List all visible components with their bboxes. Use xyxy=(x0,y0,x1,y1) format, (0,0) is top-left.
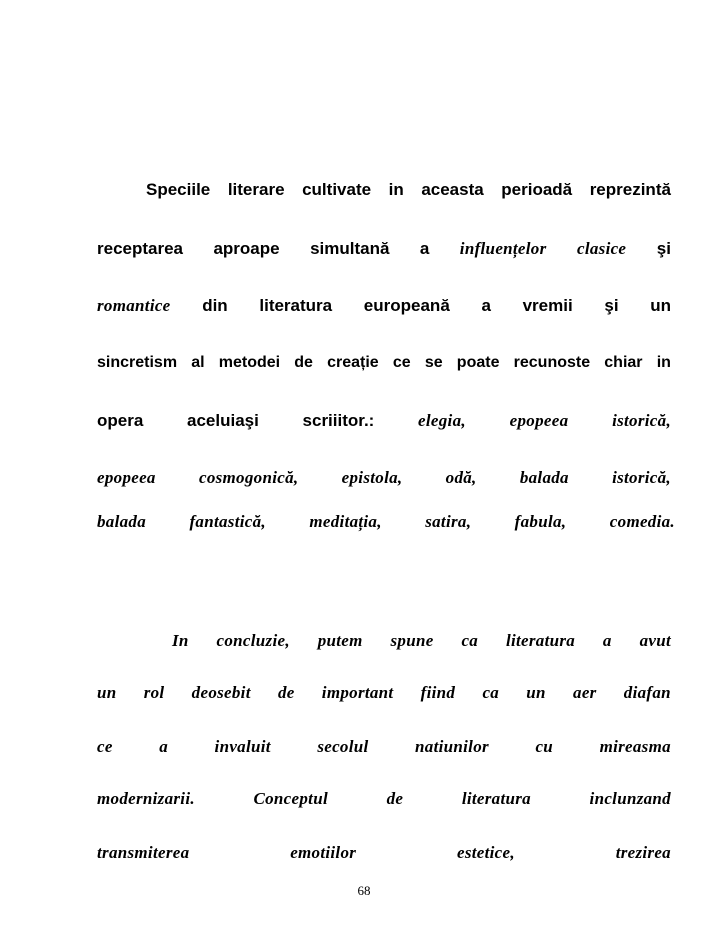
word: literatura xyxy=(259,296,333,315)
word: epopeea xyxy=(97,468,156,487)
word: estetice, xyxy=(456,843,515,862)
word: influențelor xyxy=(459,239,547,258)
word: reprezintă xyxy=(589,180,671,199)
word: elegia, xyxy=(418,411,466,430)
page-number: 68 xyxy=(357,883,371,898)
word: cultivate xyxy=(302,180,372,199)
word: fantastică, xyxy=(189,512,266,531)
word: perioadă xyxy=(501,180,573,199)
word: important xyxy=(321,683,394,702)
word: vremii xyxy=(522,296,573,315)
word: rol xyxy=(143,683,165,702)
word: cu xyxy=(535,737,554,756)
word: scriiitor.: xyxy=(302,411,375,430)
word: transmiterea xyxy=(97,843,190,862)
word: putem xyxy=(317,631,363,650)
word: ce xyxy=(392,354,411,371)
word: secolul xyxy=(317,737,369,756)
word: europeană xyxy=(363,296,450,315)
word: meditația, xyxy=(309,512,382,531)
word: a xyxy=(419,239,430,258)
word: aproape xyxy=(213,239,280,258)
word: in xyxy=(388,180,404,199)
word: romantice xyxy=(97,296,171,315)
word: creație xyxy=(327,354,379,371)
word: fabula, xyxy=(514,512,567,531)
word: a xyxy=(602,631,612,650)
p1-line-5 xyxy=(97,410,671,432)
word: natiunilor xyxy=(415,737,489,756)
word: istorică, xyxy=(612,411,671,430)
word: Speciile xyxy=(146,180,211,199)
word: deosebit xyxy=(191,683,251,702)
word: trezirea xyxy=(615,843,671,862)
word: de xyxy=(386,789,404,808)
word: balada xyxy=(519,468,569,487)
p2-line-4 xyxy=(97,788,671,810)
word: literatura xyxy=(461,789,531,808)
word: un xyxy=(650,296,671,315)
word: din xyxy=(202,296,228,315)
p1-line-2 xyxy=(97,238,671,260)
word: aer xyxy=(573,683,597,702)
word: modernizarii. xyxy=(97,789,195,808)
word: clasice xyxy=(576,239,627,258)
word: a xyxy=(481,296,491,315)
word: de xyxy=(277,683,295,702)
word: avut xyxy=(639,631,671,650)
word: literatura xyxy=(505,631,576,650)
p2-line-1 xyxy=(172,630,671,652)
word: un xyxy=(526,683,546,702)
word: al xyxy=(191,354,205,371)
word: fiind xyxy=(420,683,456,702)
word: odă, xyxy=(445,468,477,487)
p1-line-4 xyxy=(97,352,671,374)
word: diafan xyxy=(623,683,671,702)
word: chiar xyxy=(604,354,643,371)
word: literare xyxy=(227,180,285,199)
word: emotiilor xyxy=(290,843,357,862)
word: spune xyxy=(390,631,434,650)
word: simultană xyxy=(310,239,390,258)
p1-line-3 xyxy=(97,295,671,317)
p2-line-2 xyxy=(97,682,671,704)
word: comedia. xyxy=(609,512,675,531)
word: balada xyxy=(97,512,147,531)
word: cosmogonică, xyxy=(198,468,299,487)
word: receptarea xyxy=(97,239,184,258)
word: In xyxy=(172,631,189,650)
word: şi xyxy=(656,239,671,258)
word: Conceptul xyxy=(253,789,328,808)
word: epistola, xyxy=(341,468,403,487)
word: epopeea xyxy=(509,411,569,430)
word: in xyxy=(656,354,671,371)
word: şi xyxy=(604,296,619,315)
word: un xyxy=(97,683,117,702)
p1-line-7 xyxy=(97,511,675,533)
p2-line-3 xyxy=(97,736,671,758)
word: opera xyxy=(97,411,144,430)
word: sincretism xyxy=(97,354,178,371)
p1-line-6 xyxy=(97,467,671,489)
word: mireasma xyxy=(599,737,671,756)
word: satira, xyxy=(425,512,472,531)
word: poate xyxy=(456,354,500,371)
word: de xyxy=(294,354,313,371)
p1-line-1 xyxy=(146,179,671,201)
word: metodei xyxy=(218,354,281,371)
word: se xyxy=(424,354,443,371)
word: recunoste xyxy=(513,354,591,371)
word: concluzie, xyxy=(216,631,290,650)
word: ca xyxy=(482,683,500,702)
word: invaluit xyxy=(214,737,271,756)
word: ca xyxy=(461,631,479,650)
p2-line-5 xyxy=(97,842,671,864)
word: a xyxy=(159,737,169,756)
word: istorică, xyxy=(612,468,671,487)
word: aceluiaşi xyxy=(187,411,259,430)
word: ce xyxy=(97,737,113,756)
word: inclunzand xyxy=(589,789,671,808)
word: aceasta xyxy=(421,180,484,199)
